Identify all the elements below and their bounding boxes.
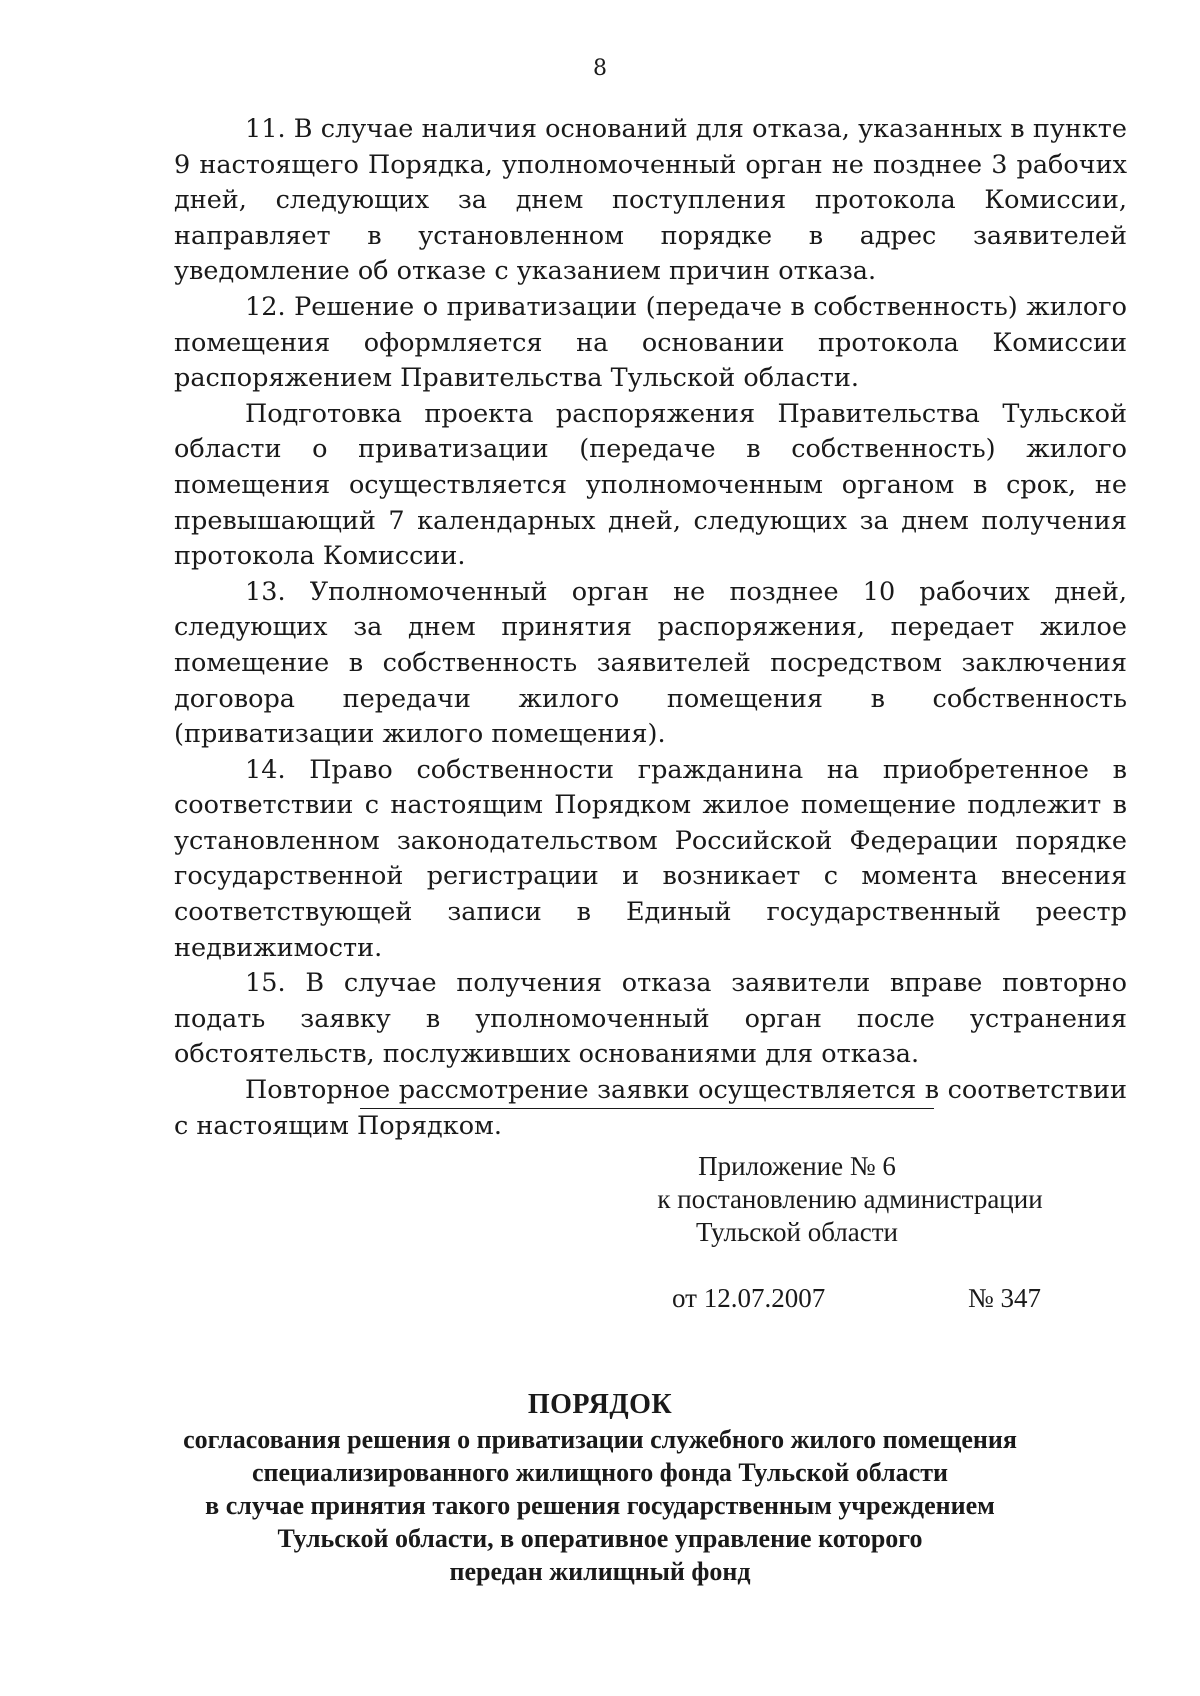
title-line: специализированного жилищного фонда Тульской области: [252, 1458, 948, 1487]
paragraph-15: 15. В случае получения отказа заявители вправе повторно подать заявку в уполномоченный орган после устранения обстоятельств, послуживших основаниями для отказа.: [174, 968, 1127, 1070]
title-heading: ПОРЯДОК: [527, 1389, 673, 1420]
page-number: 8: [593, 56, 607, 81]
appendix-header: [600, 1150, 1160, 1249]
body-text: [174, 112, 1127, 1144]
decree-number: № 347: [968, 1283, 1042, 1313]
paragraph-11: 11. В случае наличия оснований для отказа, указанных в пункте 9 настоящего Порядка, уполномоченный орган не позднее 3 рабочих дней, следующих за днем поступления протокола Комиссии, направляет в установленном порядке в адрес заявителей уведомление об отказе с указанием причин отказа.: [174, 114, 1127, 287]
title-line: согласования решения о приватизации служебного жилого помещения: [183, 1425, 1017, 1454]
title-line: Тульской области, в оперативное управление которого: [277, 1524, 923, 1553]
document-title: [120, 1388, 1080, 1588]
section-divider: [360, 1108, 934, 1109]
paragraph-12-continued: Подготовка проекта распоряжения Правительства Тульской области о приватизации (передаче в собственность) жилого помещения осуществляется уполномоченным органом в срок, не превышающий 7 календарных дней, следующих за днем получения протокола Комиссии.: [174, 398, 1127, 572]
paragraph-12: 12. Решение о приватизации (передаче в собственность) жилого помещения оформляется на основании протокола Комиссии распоряжением Правительства Тульской области.: [174, 291, 1127, 394]
title-line: в случае принятия такого решения государственным учреждением: [205, 1491, 995, 1520]
appendix-region: Тульской области: [696, 1217, 898, 1247]
appendix-reference: к постановлению администрации: [657, 1184, 1043, 1214]
paragraph-15-continued: Повторное рассмотрение заявки осуществляется в соответствии с настоящим Порядком.: [174, 1075, 1127, 1141]
appendix-label: Приложение № 6: [698, 1151, 896, 1181]
title-line: передан жилищный фонд: [449, 1557, 751, 1586]
paragraph-13: 13. Уполномоченный орган не позднее 10 рабочих дней, следующих за днем принятия распоряжения, передает жилое помещение в собственность заявителей посредством заключения договора передачи жилого помещения в собственность (приватизации жилого помещения).: [174, 576, 1127, 750]
paragraph-14: 14. Право собственности гражданина на приобретенное в соответствии с настоящим Порядком жилое помещение подлежит в установленном законодательством Российской Федерации порядке государственной регистрации и возникает с момента внесения соответствующей записи в Единый государственный реестр недвижимости.: [174, 754, 1127, 963]
decree-date: от 12.07.2007: [672, 1283, 826, 1313]
